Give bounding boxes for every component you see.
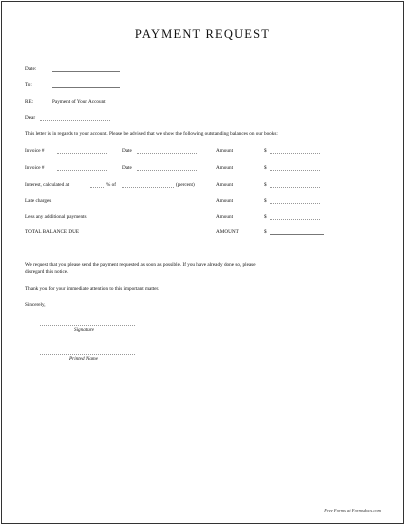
interest-rate-field[interactable] [90,187,104,188]
invoice2-date-field[interactable] [137,170,197,171]
less-amount-field[interactable] [270,219,320,220]
total-amount-field[interactable] [270,234,324,235]
invoice2-amount-field[interactable] [270,170,320,171]
invoice1-currency: $ [264,148,267,154]
interest-base-field[interactable] [122,187,174,188]
invoice1-number-field[interactable] [57,153,107,154]
invoice2-number-field[interactable] [57,170,107,171]
less-currency: $ [264,214,267,220]
interest-amount-label: Amount [216,182,234,188]
invoice2-label: Invoice # [25,165,45,171]
date-field[interactable] [52,71,120,72]
invoice1-amount-label: Amount [216,148,234,154]
invoice1-amount-field[interactable] [270,153,320,154]
signature-label: Signature [74,327,94,333]
intro-paragraph: This letter is in regards to your account. Please be advised that we show the following outstanding balances on our books: [25,131,278,137]
less-payments-label: Less any additional payments [25,214,87,220]
late-amount-label: Amount [216,198,234,204]
to-field[interactable] [52,87,120,88]
total-currency: $ [264,229,267,235]
signature-field[interactable] [40,325,135,326]
dear-label: Dear [25,115,36,121]
invoice1-date-label: Date [122,148,132,154]
footer-credit: Free Forms at Formsdocs.com [324,508,381,513]
interest-pct-label: % of [106,182,116,188]
printed-name-field[interactable] [40,354,135,355]
late-currency: $ [264,198,267,204]
late-charges-label: Late charges [25,198,52,204]
dear-field[interactable] [40,120,110,121]
invoice2-amount-label: Amount [216,165,234,171]
interest-amount-field[interactable] [270,187,320,188]
page-title: PAYMENT REQUEST [134,27,271,41]
interest-currency: $ [264,182,267,188]
invoice1-date-field[interactable] [137,153,197,154]
request-line-1: We request that you please send the payment requested as soon as possible. If you have already done so, please [25,262,256,268]
less-amount-label: Amount [216,214,234,220]
invoice2-currency: $ [264,165,267,171]
total-amount-label: AMOUNT [216,229,239,235]
invoice1-label: Invoice # [25,148,45,154]
printed-name-label: Printed Name [69,356,98,362]
closing: Sincerely, [25,302,46,308]
thanks-paragraph: Thank you for your immediate attention to this important matter. [25,286,160,292]
invoice2-date-label: Date [122,165,132,171]
payment-request-page [1,1,404,524]
late-amount-field[interactable] [270,203,320,204]
to-label: To: [25,82,32,88]
date-label: Date: [25,66,37,72]
request-line-2: disregard this notice. [25,269,69,275]
re-label: RE: [25,99,34,105]
re-value: Payment of Your Account [52,99,106,105]
total-label: TOTAL BALANCE DUE [25,229,80,235]
interest-percent-suffix: (percent) [176,182,195,188]
interest-label: Interest, calculated at [25,182,70,188]
